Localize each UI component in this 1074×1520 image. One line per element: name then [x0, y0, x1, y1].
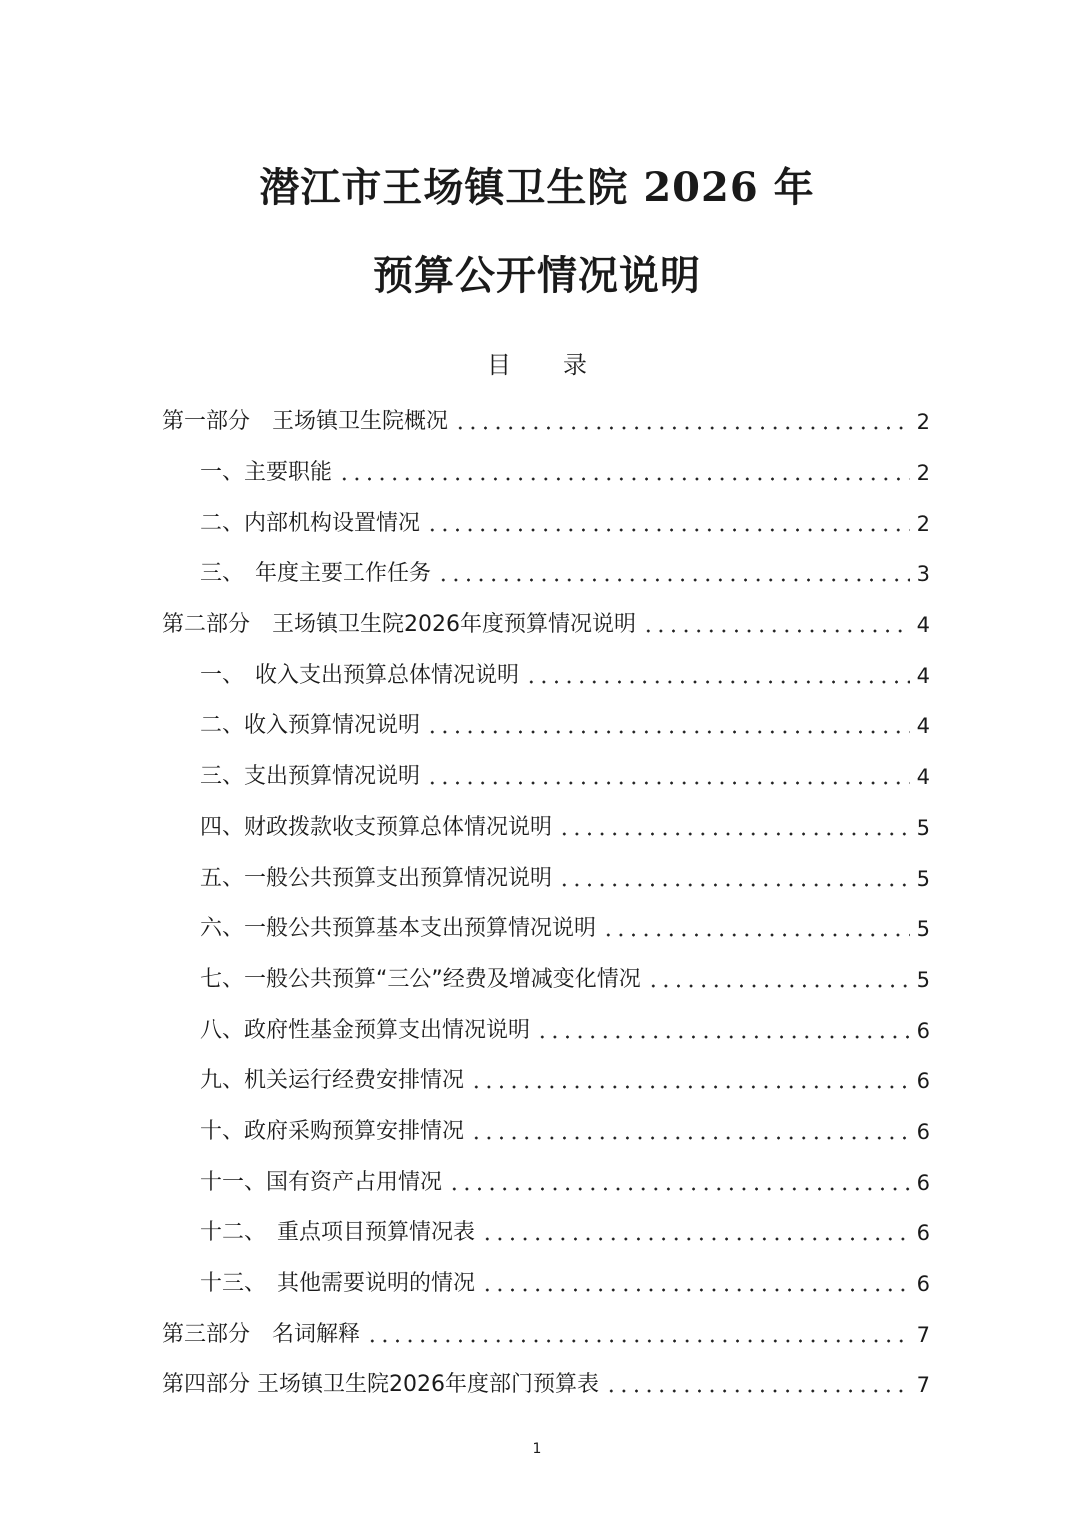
toc-section-entry[interactable]	[162, 803, 930, 854]
toc-dot-leader	[448, 1187, 910, 1191]
toc-entry-label: 第四部分 王场镇卫生院2026年度部门预算表	[162, 1372, 599, 1398]
toc-part-entry[interactable]	[162, 397, 930, 448]
toc-part-entry[interactable]	[162, 1309, 930, 1360]
toc-entry-page: 4	[916, 714, 930, 739]
toc-entry-page: 7	[916, 1373, 930, 1398]
toc-dot-leader	[338, 477, 910, 481]
toc-section-entry[interactable]	[162, 701, 930, 752]
toc-dot-leader	[426, 730, 910, 734]
toc-entry-page: 3	[916, 562, 930, 587]
toc-entry-page: 6	[916, 1272, 930, 1297]
toc-dot-leader	[470, 1085, 910, 1089]
toc-section-entry[interactable]	[162, 1157, 930, 1208]
toc-section-entry[interactable]	[162, 853, 930, 904]
toc-dot-leader	[437, 578, 910, 582]
toc-entry-label: 十一、国有资产占用情况	[200, 1169, 443, 1195]
toc-part-entry[interactable]	[162, 600, 930, 651]
toc-entry-label: 八、政府性基金预算支出情况说明	[200, 1017, 531, 1043]
toc-dot-leader	[642, 629, 910, 633]
toc-dot-leader	[366, 1339, 910, 1343]
toc-entry-page: 2	[916, 461, 930, 486]
toc-entry-label: 一、主要职能	[200, 460, 333, 486]
toc-dot-leader	[481, 1237, 910, 1241]
toc-dot-leader	[470, 1136, 910, 1140]
toc-dot-leader	[602, 933, 910, 937]
toc-dot-leader	[426, 528, 910, 532]
toc-entry-label: 五、一般公共预算支出预算情况说明	[200, 865, 553, 891]
table-of-contents	[162, 397, 930, 1411]
toc-entry-page: 4	[916, 613, 930, 638]
toc-entry-page: 5	[916, 866, 930, 891]
toc-entry-page: 7	[916, 1322, 930, 1347]
toc-entry-label: 一、 收入支出预算总体情况说明	[200, 662, 520, 688]
toc-dot-leader	[454, 426, 910, 430]
toc-section-entry[interactable]	[162, 904, 930, 955]
toc-entry-label: 七、一般公共预算“三公”经费及增减变化情况	[200, 966, 641, 992]
toc-entry-label: 二、内部机构设置情况	[200, 510, 421, 536]
toc-dot-leader	[605, 1389, 910, 1393]
toc-section-entry[interactable]	[162, 1005, 930, 1056]
toc-entry-page: 6	[916, 1221, 930, 1246]
toc-section-entry[interactable]	[162, 955, 930, 1006]
toc-entry-page: 5	[916, 917, 930, 942]
toc-section-entry[interactable]	[162, 752, 930, 803]
toc-section-entry[interactable]	[162, 448, 930, 499]
toc-part-entry[interactable]	[162, 1360, 930, 1411]
toc-entry-page: 2	[916, 410, 930, 435]
toc-entry-label: 九、机关运行经费安排情况	[200, 1068, 465, 1094]
toc-section-entry[interactable]	[162, 1056, 930, 1107]
toc-dot-leader	[558, 832, 910, 836]
toc-entry-page: 6	[916, 1170, 930, 1195]
toc-dot-leader	[558, 883, 910, 887]
toc-entry-label: 四、财政拨款收支预算总体情况说明	[200, 814, 553, 840]
toc-entry-page: 4	[916, 663, 930, 688]
toc-section-entry[interactable]	[162, 650, 930, 701]
toc-heading	[0, 350, 1074, 380]
toc-entry-label: 三、 年度主要工作任务	[200, 561, 432, 587]
toc-entry-label: 二、收入预算情况说明	[200, 713, 421, 739]
toc-dot-leader	[536, 1035, 910, 1039]
toc-entry-page: 4	[916, 765, 930, 790]
toc-entry-label: 六、一般公共预算基本支出预算情况说明	[200, 916, 597, 942]
toc-dot-leader	[426, 781, 910, 785]
toc-section-entry[interactable]	[162, 549, 930, 600]
document-title-line-2: 预算公开情况说明	[373, 252, 701, 299]
page-number: 1	[532, 1441, 542, 1457]
toc-entry-label: 第一部分 王场镇卫生院概况	[162, 409, 449, 435]
toc-entry-page: 6	[916, 1069, 930, 1094]
toc-entry-page: 5	[916, 967, 930, 992]
toc-dot-leader	[481, 1288, 910, 1292]
toc-section-entry[interactable]	[162, 498, 930, 549]
toc-dot-leader	[647, 984, 910, 988]
toc-heading-char: 目	[487, 351, 511, 379]
toc-entry-label: 第三部分 名词解释	[162, 1321, 361, 1347]
toc-dot-leader	[525, 680, 910, 684]
toc-entry-page: 6	[916, 1119, 930, 1144]
toc-heading-char: 录	[563, 351, 587, 379]
toc-entry-label: 第二部分 王场镇卫生院2026年度预算情况说明	[162, 612, 636, 638]
toc-section-entry[interactable]	[162, 1107, 930, 1158]
document-title-line-1: 潜江市王场镇卫生院 2026 年	[259, 164, 815, 211]
toc-entry-page: 6	[916, 1018, 930, 1043]
toc-section-entry[interactable]	[162, 1259, 930, 1310]
toc-entry-page: 5	[916, 815, 930, 840]
toc-entry-label: 十三、 其他需要说明的情况	[200, 1271, 476, 1297]
toc-entry-label: 十二、 重点项目预算情况表	[200, 1220, 476, 1246]
toc-entry-page: 2	[916, 511, 930, 536]
toc-section-entry[interactable]	[162, 1208, 930, 1259]
toc-entry-label: 三、支出预算情况说明	[200, 764, 421, 790]
toc-entry-label: 十、政府采购预算安排情况	[200, 1118, 465, 1144]
